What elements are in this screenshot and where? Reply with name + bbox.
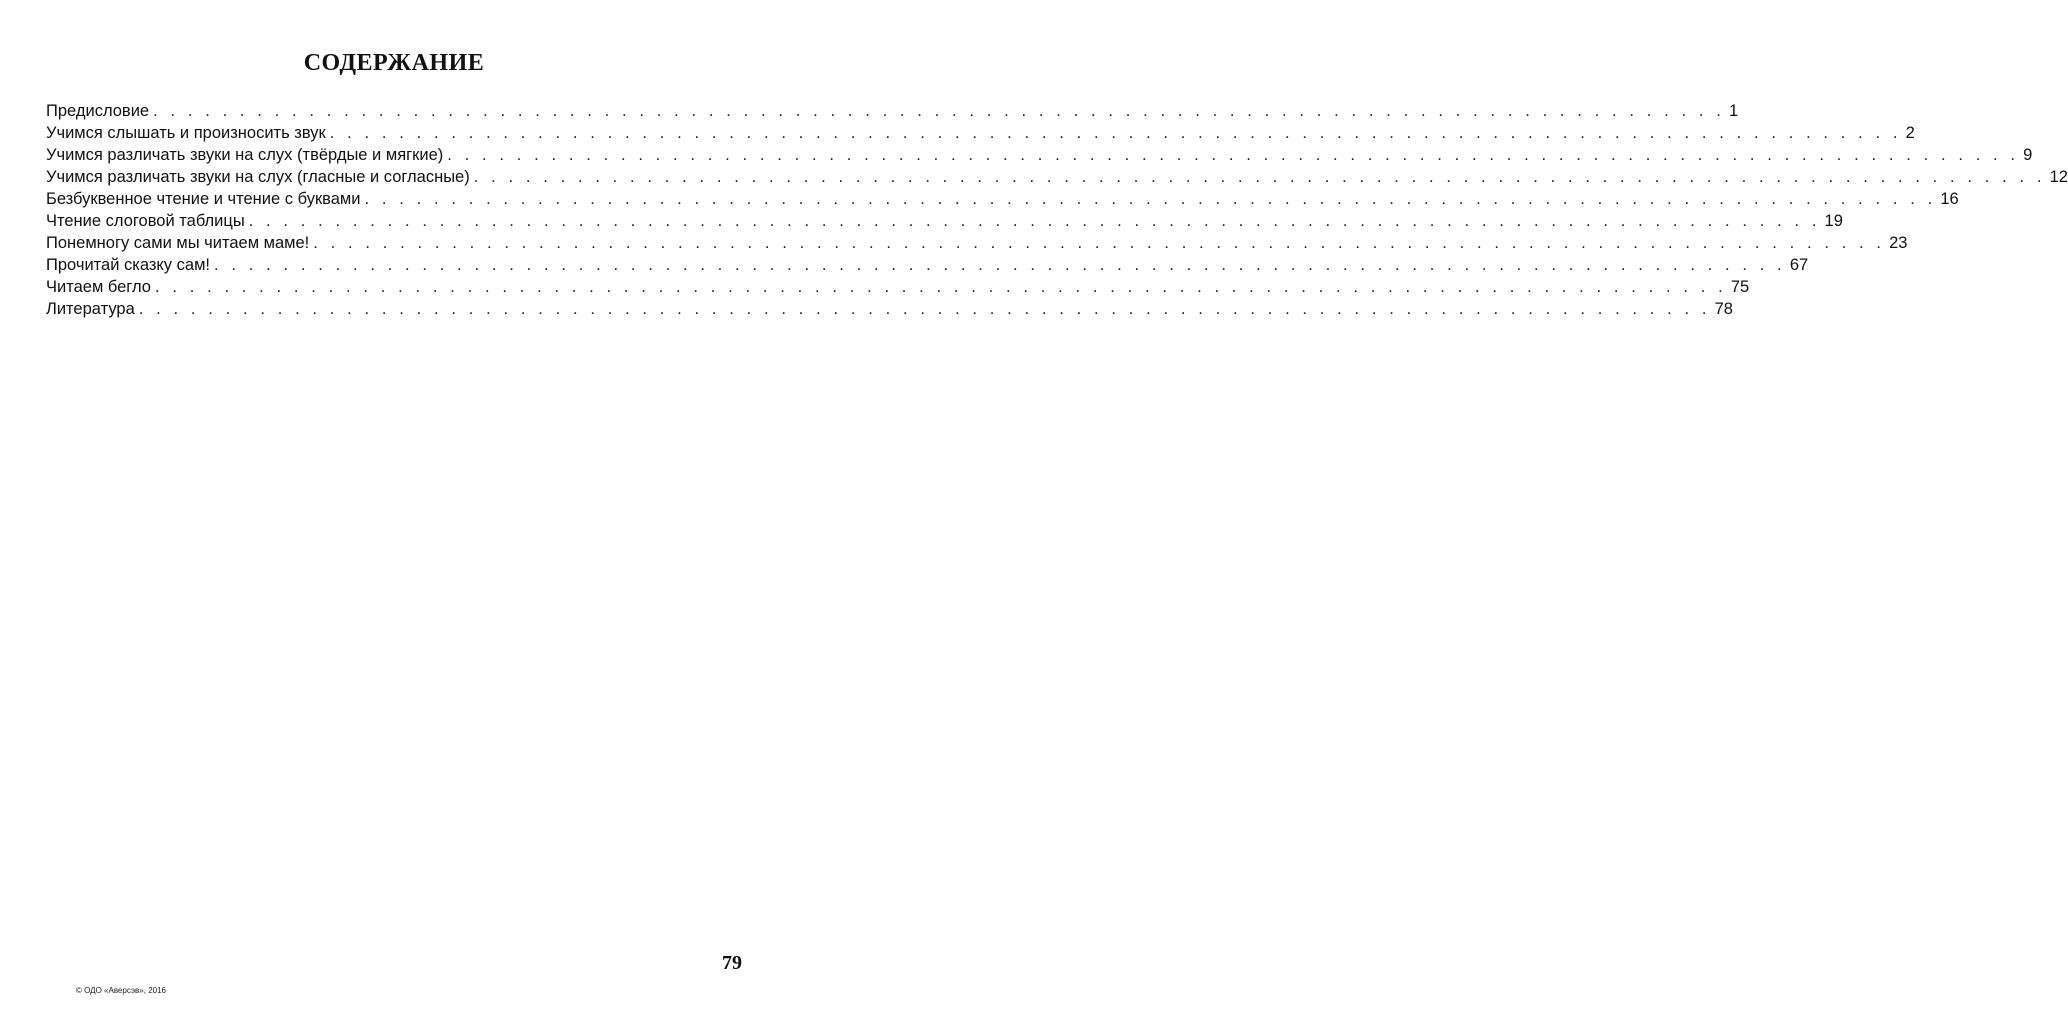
toc-entry-hard-soft: [46, 144, 2033, 166]
toc-entry-label: Понемногу сами мы читаем маме!: [46, 234, 310, 252]
toc-entry-read-tale: [46, 254, 1809, 276]
toc-entry-page: 23: [1889, 234, 1908, 252]
dot-leader: . . . . . . . . . . . . . . . . . . . . . . . . . . . . . . . . . . . . . . . . . . . . . . . . . . . . . . . . . . . . . . . . . . . . . . . . . . . . . . . . . . . . . . . . . . .: [248, 212, 1821, 230]
toc-entry-hear-sound: [46, 122, 1915, 144]
toc-entry-page: 1: [1728, 102, 1739, 120]
page-title: СОДЕРЖАНИЕ: [303, 50, 485, 76]
dot-leader: . . . . . . . . . . . . . . . . . . . . . . . . . . . . . . . . . . . . . . . . . . . . . . . . . . . . . . . . . . . . . . . . . . . . . . . . . . . . . . . . . . . . . . . . . . .: [364, 190, 1937, 208]
toc-entry-label: Литература: [46, 300, 135, 318]
toc-entry-page: 78: [1714, 300, 1733, 318]
toc-entry-label: Учимся различать звуки на слух (твёрдые и мягкие): [46, 146, 444, 164]
copyright-notice: © ОДО «Аверсэв», 2016: [76, 986, 166, 995]
dot-leader: . . . . . . . . . . . . . . . . . . . . . . . . . . . . . . . . . . . . . . . . . . . . . . . . . . . . . . . . . . . . . . . . . . . . . . . . . . . . . . . . . . . . . . . . . . .: [154, 278, 1727, 296]
dot-leader: . . . . . . . . . . . . . . . . . . . . . . . . . . . . . . . . . . . . . . . . . . . . . . . . . . . . . . . . . . . . . . . . . . . . . . . . . . . . . . . . . . . . . . . . . . .: [214, 256, 1786, 274]
dot-leader: . . . . . . . . . . . . . . . . . . . . . . . . . . . . . . . . . . . . . . . . . . . . . . . . . . . . . . . . . . . . . . . . . . . . . . . . . . . . . . . . . . . . . . . . . . .: [313, 234, 1886, 252]
toc-entry-page: 75: [1730, 278, 1750, 296]
toc-entry-label: Безбуквенное чтение и чтение с буквами: [46, 190, 361, 208]
toc-entry-label: Учимся слышать и произносить звук: [46, 124, 326, 142]
toc-entry-letterless-reading: [46, 188, 1959, 210]
dot-leader: . . . . . . . . . . . . . . . . . . . . . . . . . . . . . . . . . . . . . . . . . . . . . . . . . . . . . . . . . . . . . . . . . . . . . . . . . . . . . . . . . . . . . . . . . . .: [447, 146, 2020, 164]
dot-leader: . . . . . . . . . . . . . . . . . . . . . . . . . . . . . . . . . . . . . . . . . . . . . . . . . . . . . . . . . . . . . . . . . . . . . . . . . . . . . . . . . . . . . . . . . . .: [138, 300, 1711, 318]
toc-entry-syllable-table: [46, 210, 1843, 232]
toc-entry-page: 2: [1905, 124, 1915, 142]
toc-entry-literature: [46, 298, 1733, 320]
dot-leader: . . . . . . . . . . . . . . . . . . . . . . . . . . . . . . . . . . . . . . . . . . . . . . . . . . . . . . . . . . . . . . . . . . . . . . . . . . . . . . . . . . . . . . . . . . .: [473, 168, 2046, 186]
toc-entry-preface: [46, 100, 1739, 122]
toc-entry-label: Предисловие: [46, 102, 150, 120]
dot-leader: . . . . . . . . . . . . . . . . . . . . . . . . . . . . . . . . . . . . . . . . . . . . . . . . . . . . . . . . . . . . . . . . . . . . . . . . . . . . . . . . . . . . . . . . . . .: [329, 124, 1902, 142]
table-of-contents: [46, 100, 2068, 320]
toc-entry-read-to-mom: [46, 232, 1908, 254]
toc-entry-label: Учимся различать звуки на слух (гласные и согласные): [46, 168, 470, 186]
toc-entry-page: 12: [2049, 168, 2068, 186]
toc-entry-page: 16: [1940, 190, 1959, 208]
toc-entry-fluent-reading: [46, 276, 1750, 298]
dot-leader: . . . . . . . . . . . . . . . . . . . . . . . . . . . . . . . . . . . . . . . . . . . . . . . . . . . . . . . . . . . . . . . . . . . . . . . . . . . . . . . . . . . . . . . . . . .: [153, 102, 1725, 120]
toc-entry-label: Прочитай сказку сам!: [46, 256, 210, 274]
toc-entry-label: Чтение слоговой таблицы: [46, 212, 245, 230]
toc-entry-page: 9: [2023, 146, 2033, 164]
toc-entry-label: Читаем бегло: [46, 278, 151, 296]
toc-entry-page: 19: [1824, 212, 1843, 230]
page-number: 79: [722, 952, 742, 974]
toc-entry-page: 67: [1789, 256, 1809, 274]
toc-entry-vowels-consonants: [46, 166, 2068, 188]
